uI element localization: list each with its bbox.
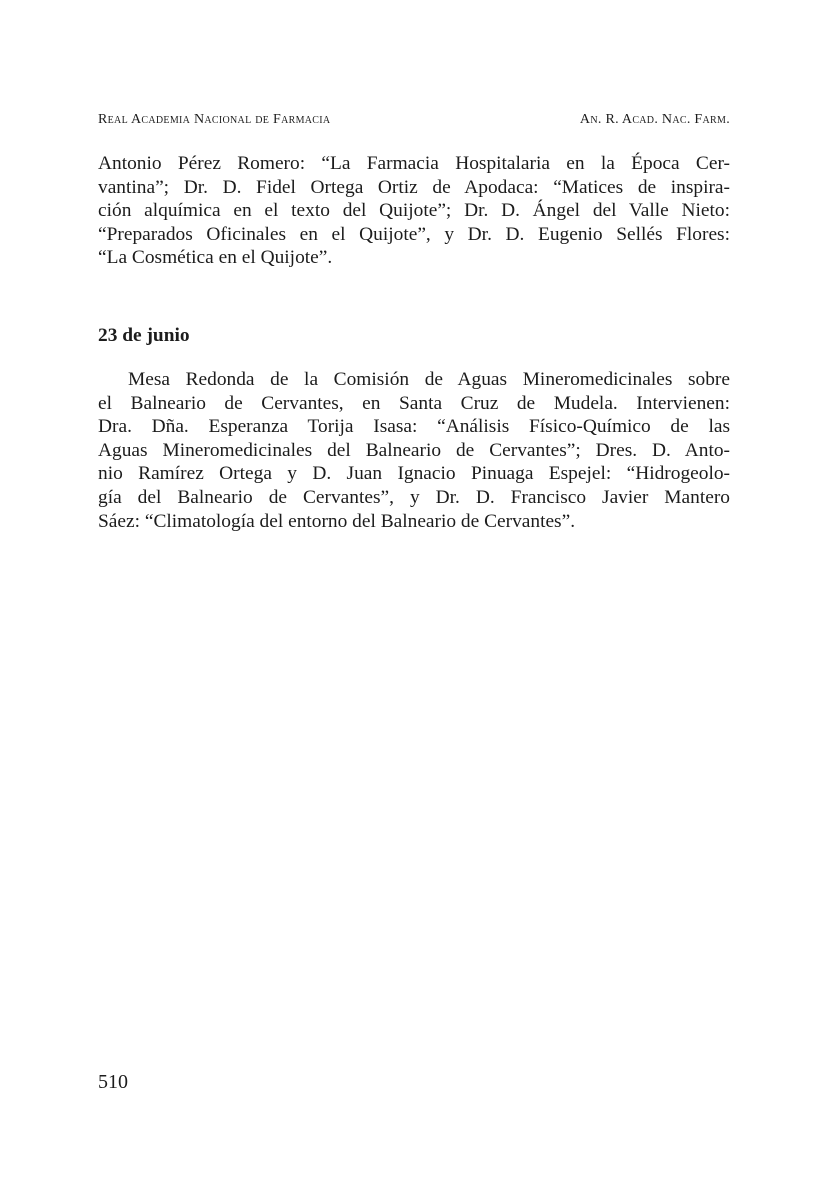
paragraph-line: gía del Balneario de Cervantes”, y Dr. D. Francisco Javier Mantero [98, 486, 730, 508]
paragraph-line: ción alquímica en el texto del Quijote”; Dr. D. Ángel del Valle Nieto: [98, 200, 730, 222]
continued-paragraph [98, 152, 730, 270]
section-paragraph [98, 368, 730, 533]
paragraph-line: “La Cosmética en el Quijote”. [98, 247, 333, 269]
running-head-journal-abbreviation: An. R. Acad. Nac. Farm. [579, 112, 730, 127]
paragraph-line: Antonio Pérez Romero: “La Farmacia Hospitalaria en la Época Cer- [98, 153, 730, 174]
paragraph-line: el Balneario de Cervantes, en Santa Cruz de Mudela. Intervienen: [98, 392, 730, 414]
paragraph-line: Mesa Redonda de la Comisión de Aguas Mineromedicinales sobre [128, 369, 730, 390]
paragraph-line: Aguas Mineromedicinales del Balneario de Cervantes”; Dres. D. Anto- [98, 439, 730, 461]
paragraph-line: vantina”; Dr. D. Fidel Ortega Ortiz de Apodaca: “Matices de inspira- [98, 176, 730, 198]
paragraph-line: “Preparados Oficinales en el Quijote”, y Dr. D. Eugenio Sellés Flores: [98, 223, 730, 245]
paragraph-line: Dra. Dña. Esperanza Torija Isasa: “Análisis Físico-Químico de las [98, 416, 730, 438]
page-number: 510 [98, 1071, 128, 1093]
paragraph-line: Sáez: “Climatología del entorno del Balneario de Cervantes”. [98, 510, 576, 532]
running-head-journal-name: Real Academia Nacional de Farmacia [98, 112, 331, 127]
running-head [98, 112, 730, 132]
section-heading-date: 23 de junio [98, 325, 190, 346]
paragraph-line: nio Ramírez Ortega y D. Juan Ignacio Pinuaga Espejel: “Hidrogeolo- [98, 463, 730, 485]
